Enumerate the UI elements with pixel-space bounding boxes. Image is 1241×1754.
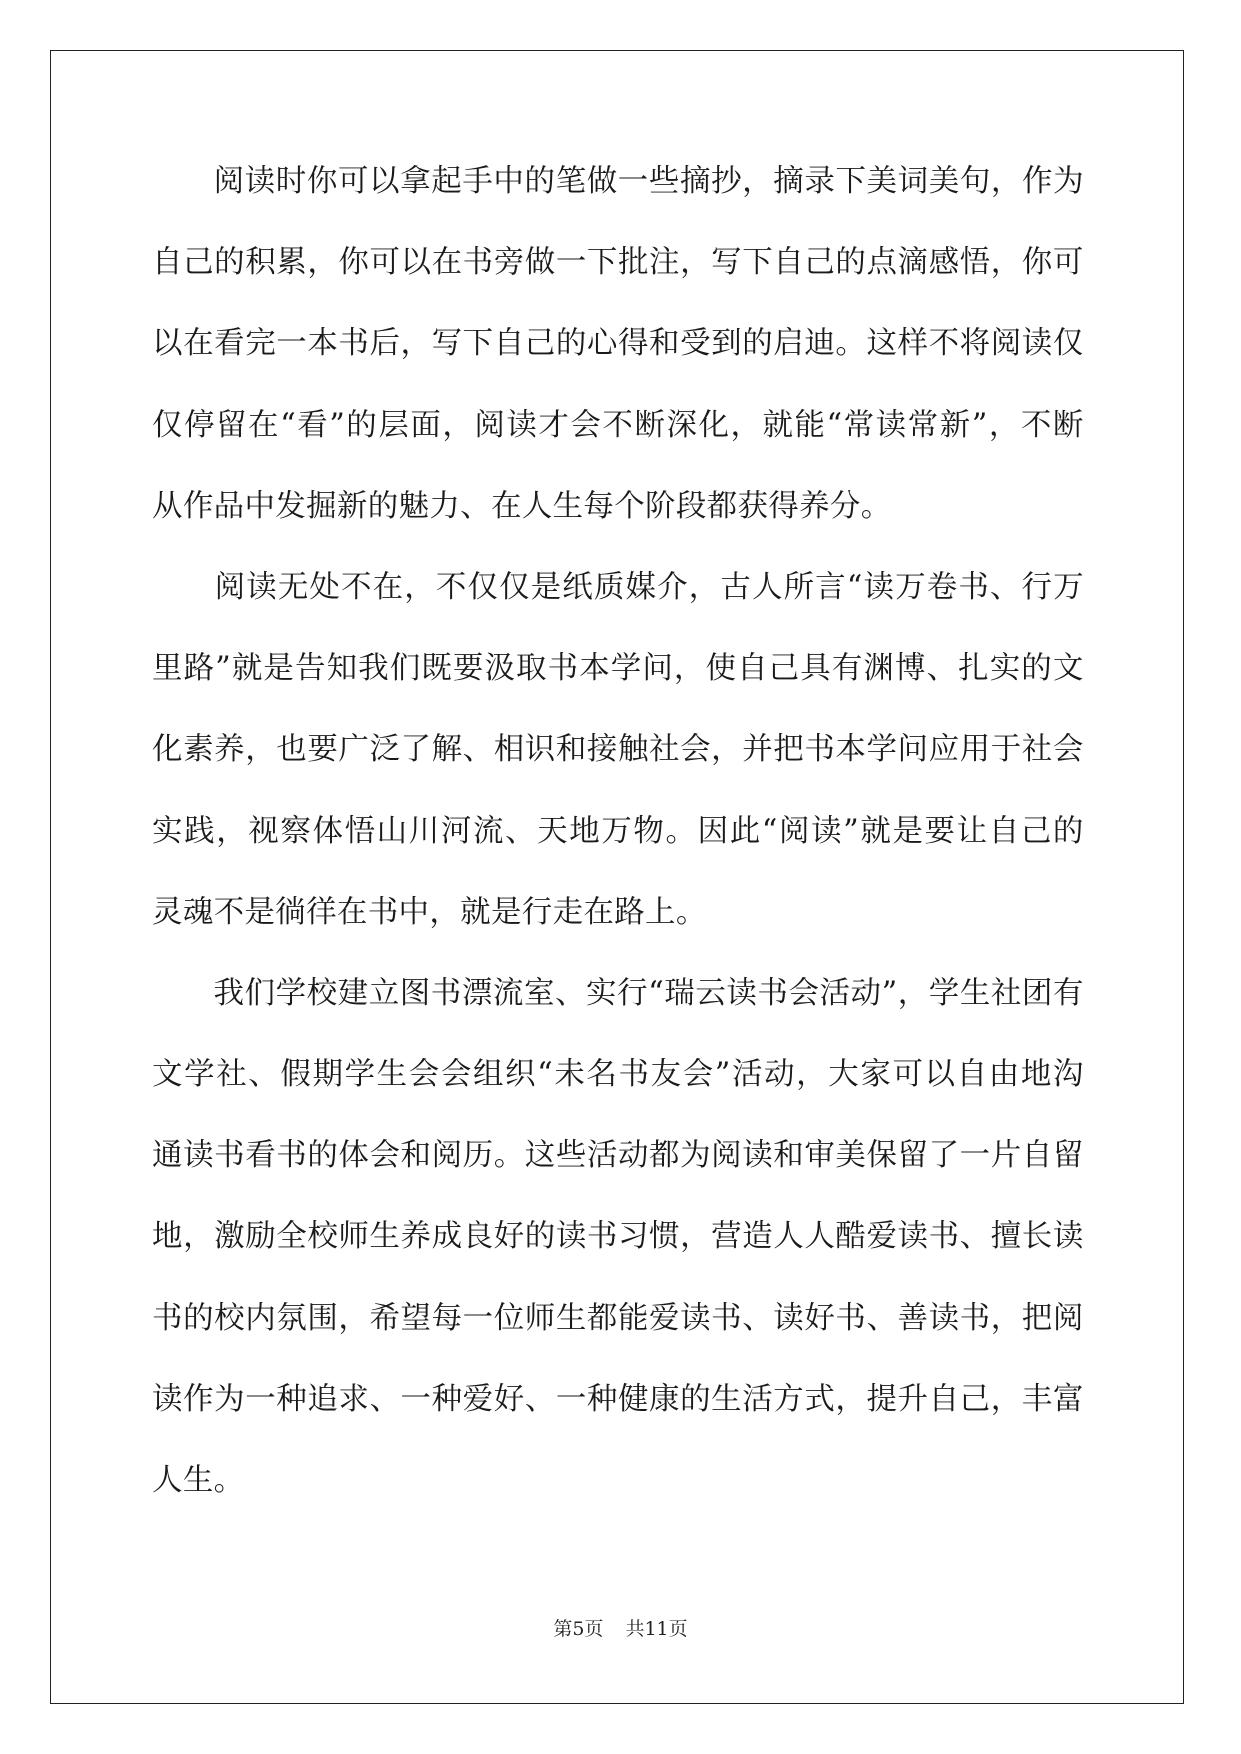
text-line: 读 作 为 一 种 追 求 、 一 种 爱 好 、 一 种 健 康 的 生 活 方 式 ， 提 升 自 己 ， 丰 富	[152, 1381, 1084, 1417]
page-footer	[0, 1614, 1241, 1641]
text-line: 我 们 学 校 建 立 图 书 漂 流 室 、 实 行 “ 瑞 云 读 书 会 活 动 ” ， 学 生 社 团 有	[213, 975, 1084, 1011]
page-number: 第5页	[553, 1618, 604, 1640]
text-line: 仅 停 留 在 “ 看 ” 的 层 面 ， 阅 读 才 会 不 断 深 化 ， 就 能 “ 常 读 常 新 ” ， 不 断	[152, 407, 1084, 443]
text-line: 从 作 品 中 发 掘 新 的 魅 力 、 在 人 生 每 个 阶 段 都 获 得 养 分 。	[152, 488, 892, 524]
text-line: 文 学 社 、 假 期 学 生 会 会 组 织 “ 未 名 书 友 会 ” 活 动 ， 大 家 可 以 自 由 地 沟	[152, 1057, 1084, 1093]
text-line: 里 路 ” 就 是 告 知 我 们 既 要 汲 取 书 本 学 问 ， 使 自 己 具 有 渊 博 、 扎 实 的 文	[152, 651, 1084, 687]
text-line: 化 素 养 ， 也 要 广 泛 了 解 、 相 识 和 接 触 社 会 ， 并 把 书 本 学 问 应 用 于 社 会	[152, 732, 1084, 768]
document-body	[152, 152, 1084, 1532]
text-line: 以 在 看 完 一 本 书 后 ， 写 下 自 己 的 心 得 和 受 到 的 启 迪 。 这 样 不 将 阅 读 仅	[152, 326, 1084, 362]
text-line: 人 生 。	[152, 1463, 245, 1498]
text-line: 实 践 ， 视 察 体 悟 山 川 河 流 、 天 地 万 物 。 因 此 “ 阅 读 ” 就 是 要 让 自 己 的	[152, 813, 1084, 849]
text-line: 阅 读 无 处 不 在 ， 不 仅 仅 是 纸 质 媒 介 ， 古 人 所 言 “ 读 万 卷 书 、 行 万	[214, 569, 1084, 605]
text-line: 灵 魂 不 是 徜 徉 在 书 中 ， 就 是 行 走 在 路 上 。	[152, 894, 707, 930]
text-line: 地 ， 激 励 全 校 师 生 养 成 良 好 的 读 书 习 惯 ， 营 造 人 人 酷 爱 读 书 、 擅 长 读	[152, 1219, 1084, 1255]
text-line: 书 的 校 内 氛 围 ， 希 望 每 一 位 师 生 都 能 爱 读 书 、 读 好 书 、 善 读 书 ， 把 阅	[152, 1300, 1084, 1336]
text-line: 通 读 书 看 书 的 体 会 和 阅 历 。 这 些 活 动 都 为 阅 读 和 审 美 保 留 了 一 片 自 留	[152, 1138, 1084, 1174]
page-total: 共11页	[625, 1618, 688, 1640]
text-line: 自 己 的 积 累 ， 你 可 以 在 书 旁 做 一 下 批 注 ， 写 下 自 己 的 点 滴 感 悟 ， 你 可	[152, 245, 1084, 281]
text-line: 阅 读 时 你 可 以 拿 起 手 中 的 笔 做 一 些 摘 抄 ， 摘 录 下 美 词 美 句 ， 作 为	[213, 164, 1084, 199]
